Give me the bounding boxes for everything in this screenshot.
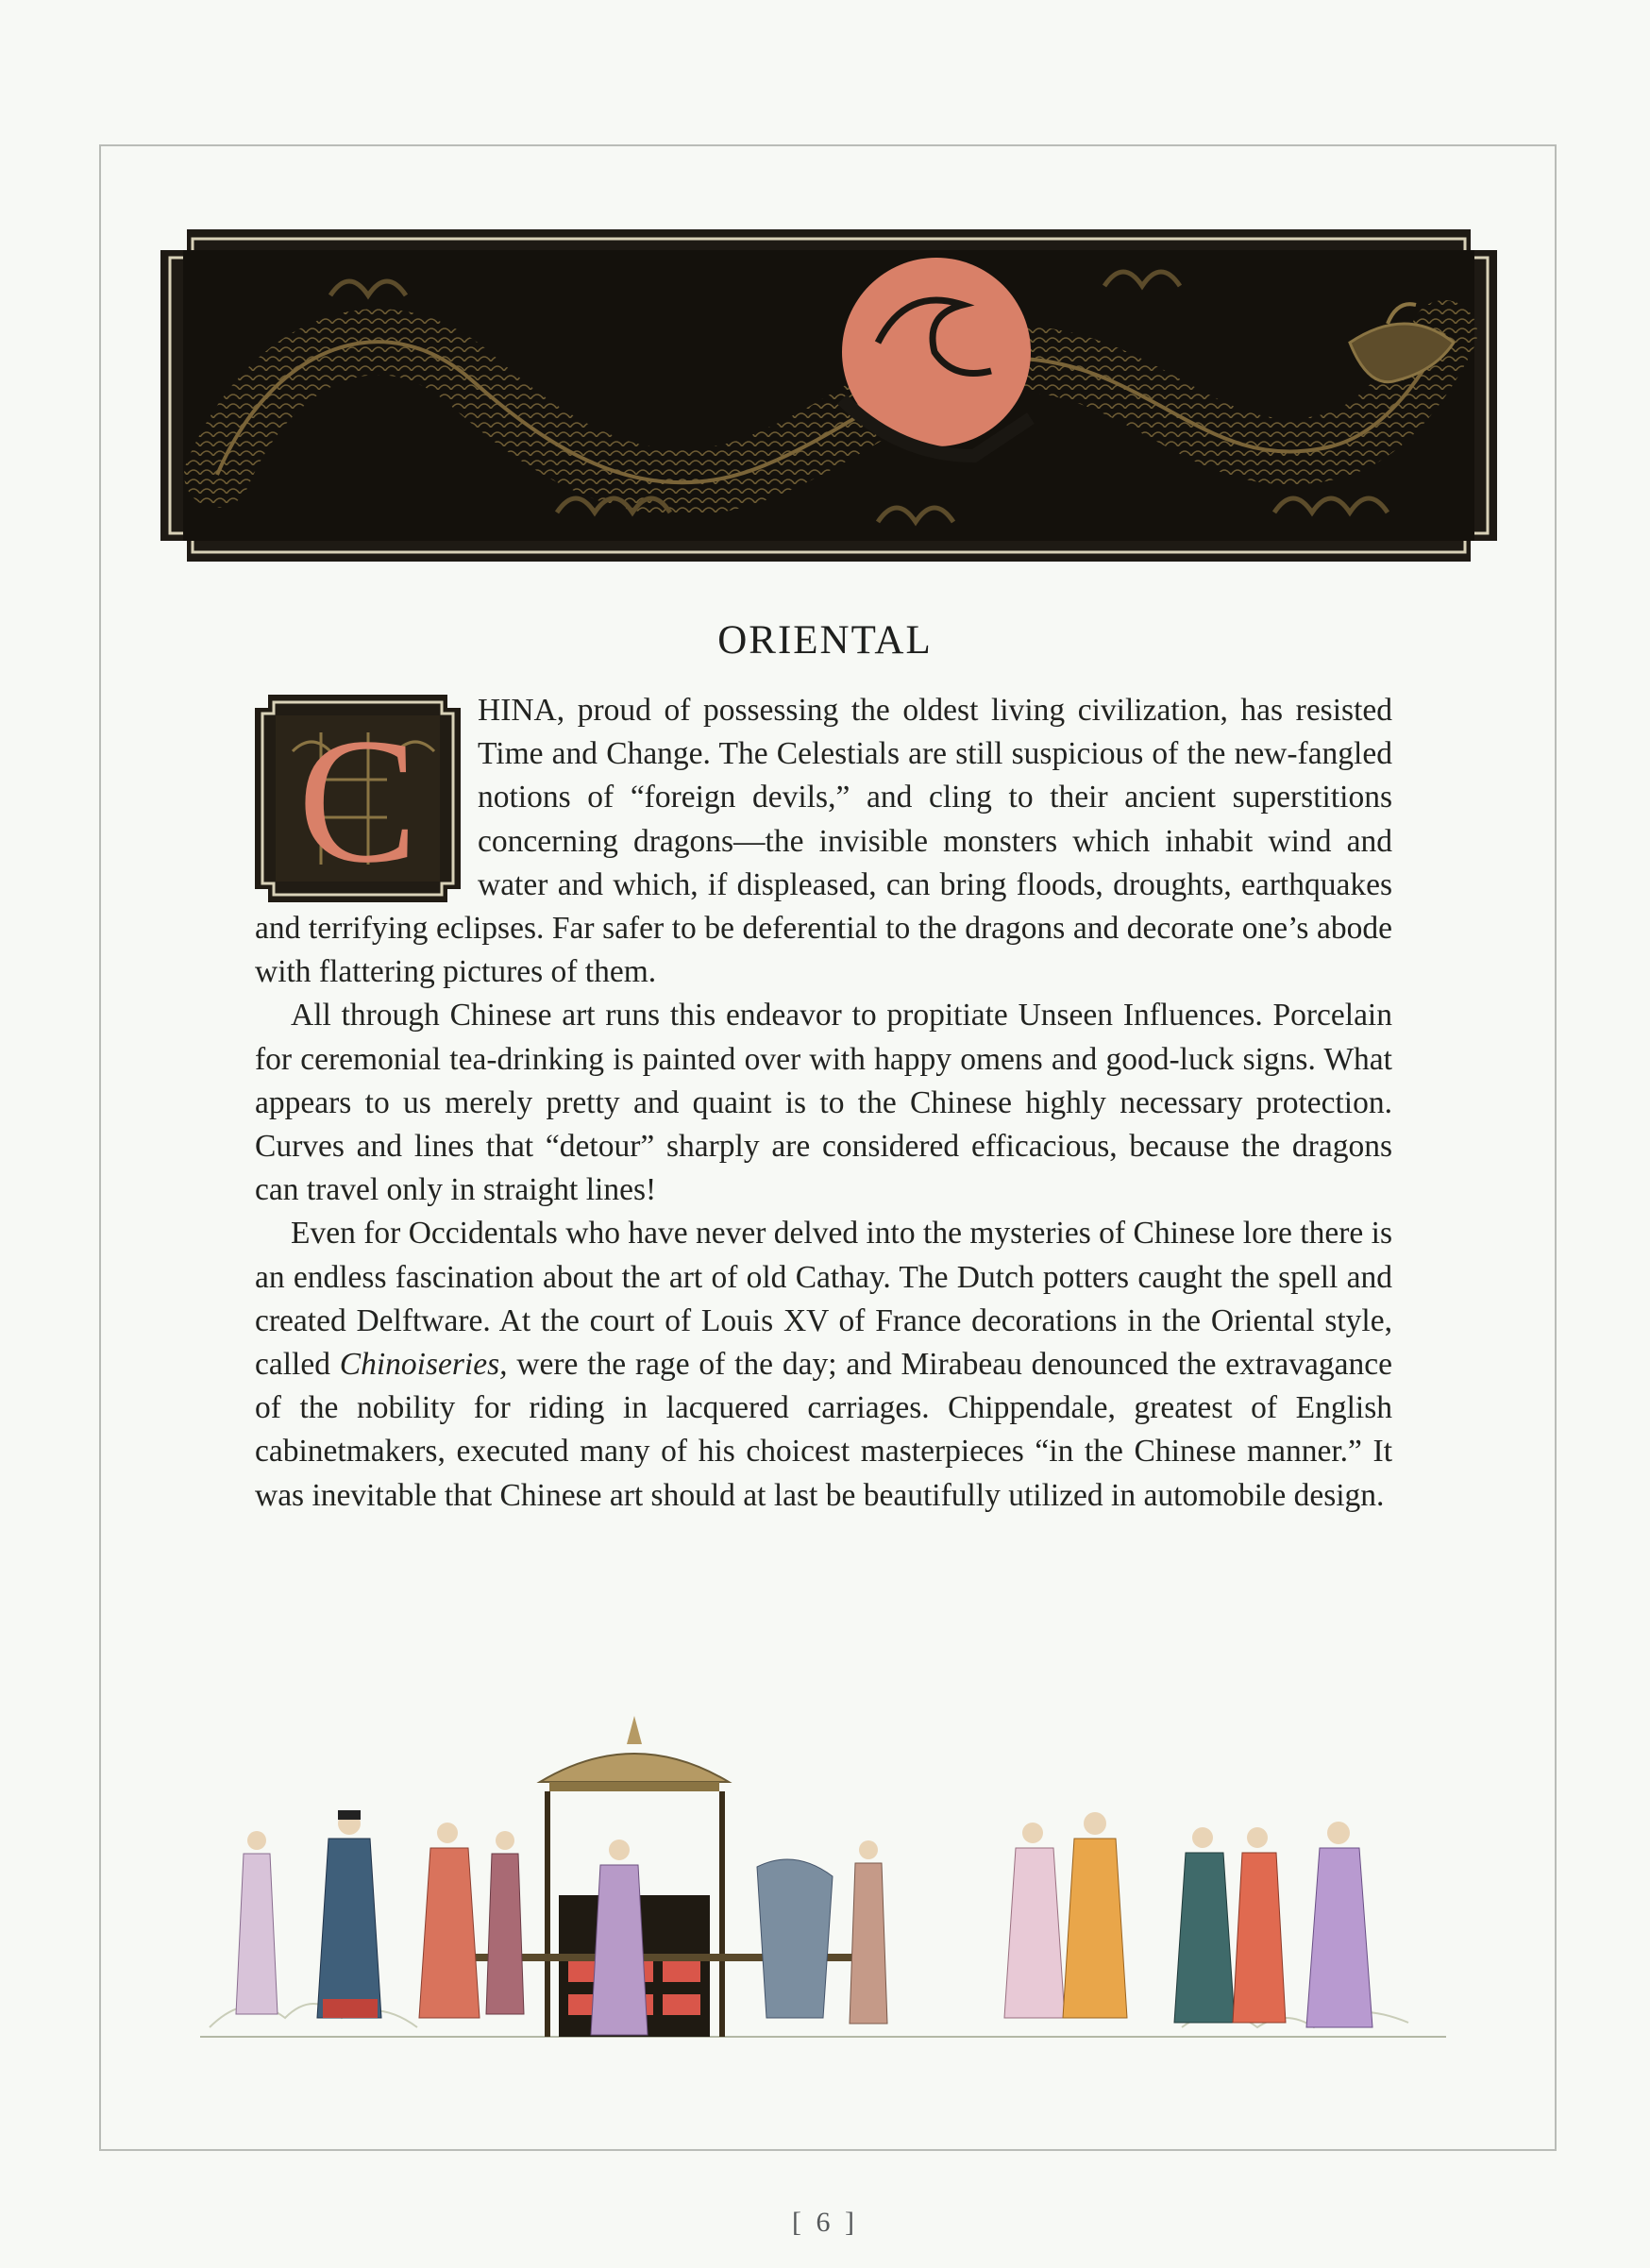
paragraph-2: All through Chinese art runs this endeavor to propitiate Unseen Influences. Porcelain for ceremonial tea-drinking is painted over with happy omens and good-luck signs. What appears to us merely pretty and quaint is to the Chinese highly necessary protection. Curves and lines that “detour” sharply are considered efficacious, because the dragons can travel only in straight lines!	[255, 998, 1392, 1208]
chinese-procession-icon	[200, 1706, 1446, 2041]
dragon-banner	[160, 229, 1497, 562]
drop-cap	[255, 695, 461, 902]
dragon-lacquer-panel-icon	[160, 229, 1497, 562]
drop-cap-letter: C	[297, 702, 418, 900]
procession-illustration	[200, 1706, 1446, 2041]
paragraph-1: HINA, proud of possessing the oldest living civilization, has resisted Time and Change. The Celestials are still suspicious of the new-fangled notions of “foreign devils,” and cling to their ancient superstitions concerning dragons—the invisible monsters which inhabit wind and water and which, if displeased, can bring floods, droughts, earthquakes and terrifying eclipses. Far safer to be deferential to the dragons and decorate one’s abode with flattering pictures of them.	[255, 693, 1392, 990]
figures	[236, 1810, 1372, 2035]
paragraph-3	[255, 1212, 1392, 1517]
paragraph-3-lead: Even for Occidentals who have never delved into the mysteries of Chinese lore there is an endless fascination about the art of old Cathay. The Dutch potters caught the spell and created Delftware. At the court of Louis XV of France decorations in the Oriental style, called	[255, 1216, 1392, 1383]
chinoiseries-term: Chinoiseries,	[339, 1347, 508, 1383]
page-title: ORIENTAL	[717, 618, 933, 663]
article-body	[255, 689, 1392, 1518]
paragraph-3-tail: were the rage of the day; and Mirabeau denounced the extravagance of the nobility for riding in lacquered carriages. Chippendale, greatest of English cabinetmakers, executed many of his choicest masterpieces “in the Chinese manner.” It was inevitable that Chinese art should at last be beautifully utilized in automobile design.	[255, 1347, 1392, 1513]
lacquer-initial-icon	[255, 695, 461, 902]
page-number: [ 6 ]	[792, 2207, 858, 2238]
